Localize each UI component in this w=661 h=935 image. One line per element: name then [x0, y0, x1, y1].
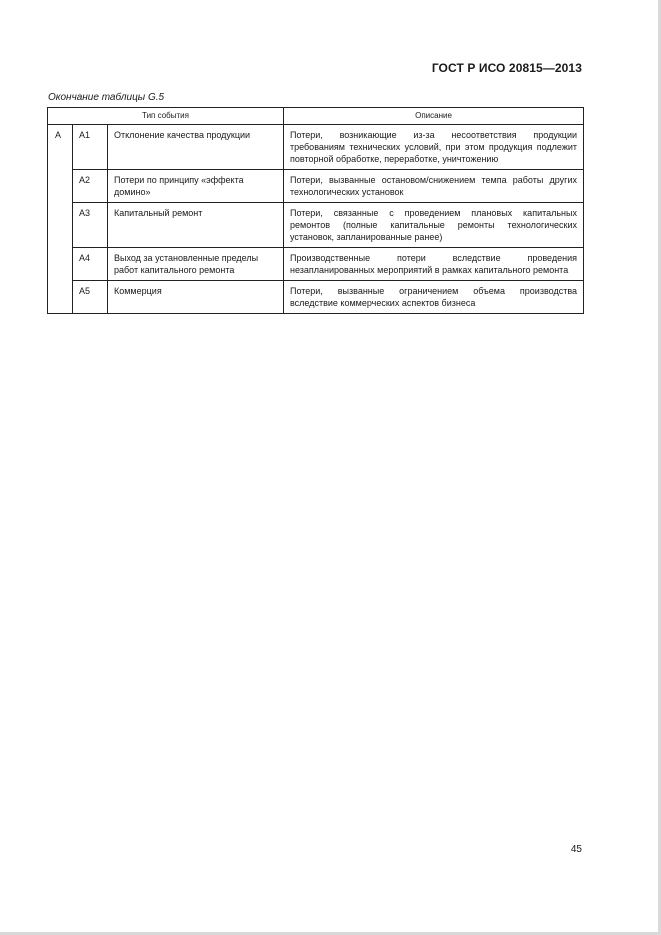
standard-designation: ГОСТ Р ИСО 20815—2013 — [431, 61, 582, 75]
event-description-cell: Производственные потери вследствие проведения незапланированных мероприятий в рамках капитального ремонта — [284, 248, 584, 281]
event-types-table — [47, 107, 584, 314]
event-description-cell: Потери, связанные с проведением плановых капитальных ремонтов (полные капитальные ремонты технологических установок, запланированные ранее) — [284, 203, 584, 248]
table-header-row — [48, 108, 584, 125]
table-row — [48, 248, 584, 281]
table-row — [48, 125, 584, 170]
event-description-cell: Потери, вызванные остановом/снижением темпа работы других технологических установок — [284, 170, 584, 203]
column-header-event-type: Тип события — [48, 108, 284, 125]
event-code-cell: A5 — [73, 281, 108, 314]
table-row — [48, 170, 584, 203]
event-code-cell: A4 — [73, 248, 108, 281]
event-description-cell: Потери, вызванные ограничением объема производства вследствие коммерческих аспектов бизнеса — [284, 281, 584, 314]
page-number: 45 — [570, 844, 582, 855]
event-code-cell: A2 — [73, 170, 108, 203]
column-header-description: Описание — [284, 108, 584, 125]
group-code-cell: A — [48, 125, 73, 314]
table-row — [48, 203, 584, 248]
event-type-cell: Потери по принципу «эффекта домино» — [108, 170, 284, 203]
event-type-cell: Отклонение качества продукции — [108, 125, 284, 170]
table-caption: Окончание таблицы G.5 — [48, 92, 165, 103]
event-type-cell: Выход за установленные пределы работ капитального ремонта — [108, 248, 284, 281]
table-row — [48, 281, 584, 314]
event-description-cell: Потери, возникающие из-за несоответствия продукции требованиям технических условий, при этом продукция подлежит повторной обработке, переработке, уничтожению — [284, 125, 584, 170]
event-code-cell: A1 — [73, 125, 108, 170]
event-type-cell: Капитальный ремонт — [108, 203, 284, 248]
event-code-cell: A3 — [73, 203, 108, 248]
event-type-cell: Коммерция — [108, 281, 284, 314]
